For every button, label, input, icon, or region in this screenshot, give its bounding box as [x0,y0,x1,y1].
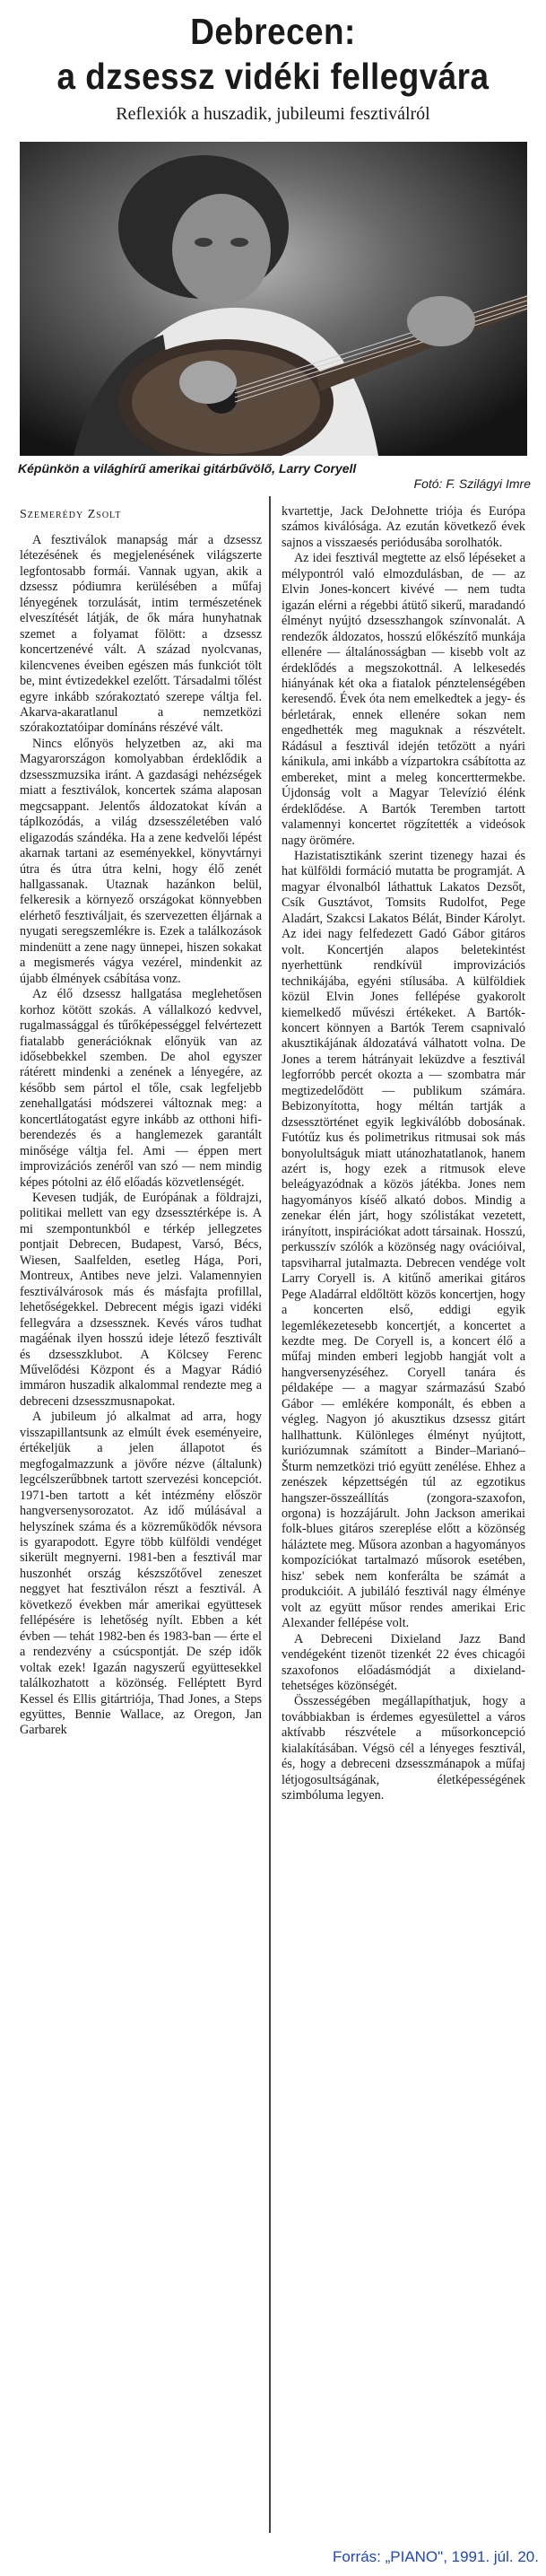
article-headline [27,9,518,99]
article-subheadline: Reflexiók a huszadik, jubileumi fesztiválról [116,104,430,124]
photo-credit: Fotó: F. Szilágyi Imre [413,476,531,491]
paragraph: A Debreceni Dixieland Jazz Band vendégeként tizenöt tizenkét 22 éves chicagói szaxofonos előadásmódját a dixieland-tehetséges közönségét. [282,1631,525,1693]
photo-caption-text: Képünkön a világhírű amerikai gitárbűvölő, Larry Coryell [18,461,357,476]
source-note: Forrás: „PIANO", 1991. júl. 20. [333,2548,539,2565]
guitarist-photo [20,142,527,456]
paragraph: A fesztiválok manapság már a dzsessz létezésének és megjelenésének világszerte legfontosabb formái. Vannak ugyan, akik a dzsessz pódiumra kerülésében a műfaj lényegének torzulását, intim természetének elveszítését látják, de ők mára hunyhatnak szemet a folyamat fölött: a dzsessz koncertzenévé vált. A század nyolcvanas, kilencvenes éveiben egészen más funkciót tölt be, mint évtizedekkel ezelőtt. Társadalmi tőlést egyre inkább szórakoztató szerepe váltja fel. Akarva-akaratlanul a nemzetközi szórakoztatóipar domínáns részévé vált. [20,533,262,736]
paragraph: Hazistatisztikánk szerint tizenegy hazai és hat külföldi formáció mutatta be programját. A magyar élvonalból láthattuk Lakatos Dezsőt, Csík Gusztávot, Tomsits Rudolfot, Pege Aladárt, Szakcsi Lakatos Bélát, Binder Károlyt. Az idei nagy felfedezett Gadó Gábor gitáros volt. Koncertjén alapos beletekintést nyerhettünk rendkívül improvizációs technikájába, egyéni stílusába. A külföldiek közül Elvin Jones fellépése gyakorolt kiemelkedő művészi értékeket. A Bartók-koncert könnyen a Bartók Terem csapnivaló akusztikájának áldozatává válhatott volna. De Jones a terem hátrányait leküzdve a fesztivál legforróbb percét okozta a — szombatra már megtizedelődött — publikum számára. Bebizonyította, hogy méltán tartják a dzsessztörténet egyik legkiválóbb dobosának. Futótűz kus és polimetrikus ritmusai sok más bonyolultságuk miatt utánozhatatlanok, hanem azért is, hogy ezek a ritmusok eleve beleágyazódnak a közös játékba. Jones nem hagyományos kíséő alkató dobos. Mindig a zenekar élén járt, hogy szólistákat vezetett, irányított, inspirációkat adott társainak. Hosszú, perkusszív szólók a közönség nagy ovációival, tapsviharral jutalmazta. Debrecen vendége volt Larry Coryell is. A kitűnő amerikai gitáros Pege Aladárral eldőltött közös koncertjen, hogy a koncerten első, eddigi egyik legemlékezetesebb koncertjét, a koncertet a kezdte meg. De Coryell is, a koncert élő a műfaj minden emberi legjobb hangját volt a hangversenyzéséhez. Coryell tanára és példaképe — a magyar származású Szabó Gábor — emlékére komponált, és ebben a végleg. Nagyon jó akusztikus dzsessz gitárt hallhattunk. Különleges élményt nyújtott, kuriózumnak számított a Binder–Marianó–Šturm nemzetközi trió együtt zenélése. Ehhez a zenészek képzettségén túl az egzotikus hangszer-összeállítás (zongora-szaxofon, orgona) is hozzájárult. John Jackson amerikai folk-blues gitáros szereplése előtt a közönség háláztete meg. Műsora azonban a hagyományos kompozíciókat tartalmazó műsorok esetében, hisz' sebek nem konferálta be számát a produkcióit. A jubiláló fesztivál nagy élménye volt az együtt műsor rendes amerikai Eric Alexander fellépése volt. [282,848,525,1631]
paragraph: A jubileum jó alkalmat ad arra, hogy visszapillantsunk az elmúlt évek eseményeire, értékeljük a jelen állapotot és megfogalmazzunk a jövőre nézve (általunk) legcélszerűbbnek tartott szervezési koncepciót. 1971-ben tartott a két intézmény először hangversenysorozatot. Az idő múlásával a helyszínek száma és a közreműködők névsora is gyarapodott. Egyre több külföldi vendéget sikerült megnyerni. 1981-ben a fesztivál mar huszonhét ország készszőtővel zeneszet neggyet hat fesztiválon részt a fesztivál. A következő években már amerikai együttesek fellépésére is lehetőség nyílt. Ebben a két évben — tehát 1982-ben és 1983-ban — érte el a rendezvény a csúcspontját. De szép idők voltak ezek! Igazán nagyszerű együttesekkel találkozhatott a közönség. Felléptett Byrd Kessel és Ellis gitártriója, Thad Jones, a Steps együttes, Bennie Wallace, az Oregon, Jan Garbarek [20,1410,262,1738]
paragraph: kvartettje, Jack DeJohnette triója és Európa számos kiválósága. Az ezután következő évek sajnos a visszaesés periódusába sorolhatók. [282,504,525,550]
column-divider [269,496,271,2533]
author-byline: Szemerédy Zsolt [20,508,122,521]
guitarist-photo-illustration [20,142,527,456]
paragraph: Az élő dzsessz hallgatása meglehetősen korhoz kötött szokás. A vállalkozó kedvvel, rugalmassággal és tűrőképességgel felvértezett fiatalabb generációknak előnyük van az idősebbekkel szemben. De ahol egyszer rátérett mindenki a zenének a lényegére, az később sem pártol el tőle, csak legfeljebb zenehallgatási módszerei változnak meg: a koncertlátogatást egyre inkább az otthoni hifi-berendezés és a hanglemezek garantált minősége váltja fel. Ami — éppen mert improvizációs zenéről van szó — nem mindig képes pótolni az élő előadás közvetlenségét. [20,987,262,1190]
paragraph: Összességében megállapíthatjuk, hogy a továbbiakban is érdemes egyesülettel a város aktívabb részvétele a műsorkoncepció kialakításában. Végsö cél a lényeges fesztivál, és, hogy a debreceni dzsesszmánapok a műfaj létjogosultságának, életképességének szimbóluma legyen. [282,1694,525,1803]
paragraph: Kevesen tudják, de Európának a földrajzi, politikai mellett van egy dzsessztérképe is. A mi szempontunkból e térkép jellegzetes pontjait Debrecen, Budapest, Varsó, Bécs, Wiesen, Saalfelden, esetleg Hága, Pori, Montreux, Antibes neve jelzi. Valamennyien fesztiválvárosok más és másfajta profillal, lehetőségekkel. Debrecent mégis igazi vidéki fellegvára a dzsessznek. Kevés város tudhat magáénak ilyen hosszú ideje létező fesztivált és dzsesszklubot. A Kölcsey Ferenc Művelődési Központ és a Magyar Rádió immáron huszadik alkalommal rendezte meg a debreceni dzsesszmusnapokat. [20,1191,262,1409]
headline-line-2: a dzsessz vidéki fellegvára [56,56,490,97]
left-column [20,533,262,1739]
paragraph: Az idei fesztivál megtette az első lépéseket a mélypontról való elmozdulásban, de — az Elvin Jones-koncert kivévé — nem tudta igazán elérni a régebbi átütő sikerű, maradandó élményt nyújtó dzsesszhangok színvonalát. A rendezők áldozatos, hosszú előkészítő munkája ellenére — általánosságban — kisebb volt az érdeklődés a megszokottnál. A lelkesedés hiányának két oka a fiatalok pénztelenségében keresendő. Évek óta nem emelkedtek a jegy- és bérletárak, ennek ellenére sokan nem engedhették meg maguknak a részvételt. Rádásul a fesztivál idején tetőzött a nyári kánikula, ami inkább a vízpartokra csábította az embereket, mint a meleg koncerttermekbe. Újdonság volt a Magyar Televízió élénk érdeklődése. A Bartók Teremben tartott valamennyi koncertet rögzítették a videósok nagy örömére. [282,551,525,848]
photo-caption [18,461,531,492]
paragraph: Nincs előnyös helyzetben az, aki ma Magyarországon komolyabban érdeklődik a dzsesszmuzsika iránt. A gazdasági nehézségek miatt a fesztiválok, koncertek száma alaposan megcsappant. Jelentős áldozatokat kíván a táplkozódás, a világ dzsesszéletében való eligazodás szándéka. Ha a zene kedvelői lépést akarnak tartani az eseményekkel, könyvtárnyi útra és útra útra kelni, hogy élő zenét hallgassanak. Utaznak hazánkon belül, felkeresik a környező országokat könnyebben elérhető fesztiváljait, és szervezetten éljárnak a nyugati seregszemlékre is. Ezek a találkozások mindenütt a zene nagy ünnepei, hiszen sokakat a megismerés vágya vezérel, mindenkit az újabb élmények csábítása vonz. [20,736,262,986]
headline-line-1: Debrecen: [190,11,356,52]
right-column [282,504,525,1804]
